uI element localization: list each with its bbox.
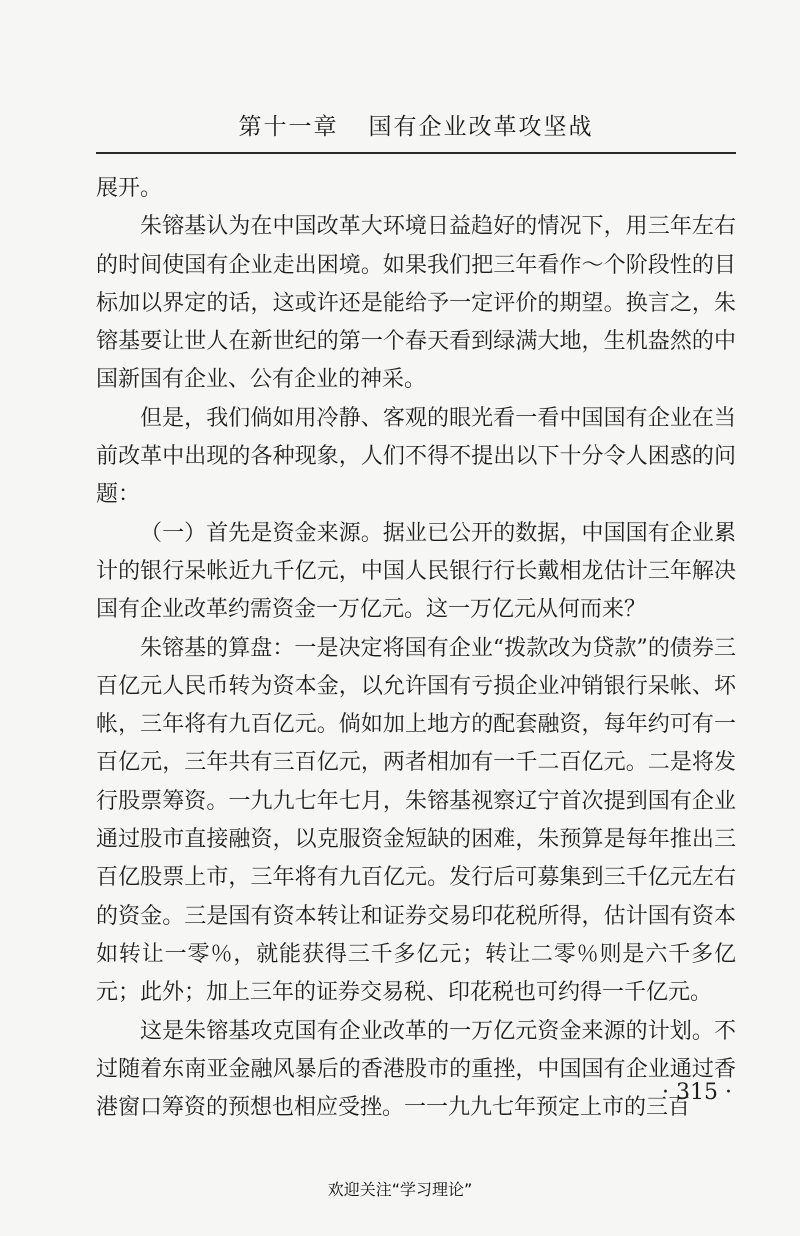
running-header (96, 108, 736, 141)
paragraph-4: （一）首先是资金来源。据业已公开的数据，中国国有企业累计的银行呆帐近九千亿元，中国人民银行行长戴相龙估计三年解决国有企业改革约需资金一万亿元。这一万亿元从何而来？ (96, 520, 736, 623)
paragraph-5: 朱镕基的算盘：一是决定将国有企业“拨款改为贷款”的债券三百亿元人民币转为资本金，以允许国有亏损企业冲销银行呆帐、坏帐，三年将有九百亿元。倘如加上地方的配套融资，每年约可有一百亿元，三年共有三百亿元，两者相加有一千二百亿元。二是将发行股票筹资。一九九七年七月，朱镕基视察辽宁首次提到国有企业通过股市直接融资，以克服资金短缺的困难，朱预算是每年推出三百亿股票上市，三年将有九百亿元。发行后可募集到三千亿元左右的资金。三是国有资本转让和证券交易印花税所得，估计国有资本如转让一零％，就能获得三千多亿元；转让二零％则是六千多亿元；此外；加上三年的证券交易税、印花税也可约得一千亿元。 (96, 635, 736, 1006)
body-text (96, 170, 736, 1127)
chapter-number: 第十一章 (238, 114, 339, 140)
chapter-title: 国有企业改革攻坚战 (368, 114, 594, 140)
paragraph-2: 朱镕基认为在中国改革大环境日益趋好的情况下，用三年左右的时间使国有企业走出困境。如果我们把三年看作～个阶段性的目标加以界定的话，这或许还是能给予一定评价的期望。换言之，朱镕基要让世人在新世纪的第一个春天看到绿满大地，生机盎然的中国新国有企业、公有企业的神采。 (96, 214, 736, 393)
header-rule (96, 152, 736, 154)
paragraph-1: 展开。 (96, 176, 163, 201)
page-number: · 315 · (662, 1080, 732, 1105)
footer-watermark-text: 欢迎关注“学习理论” (327, 1180, 473, 1199)
paragraph-3: 但是，我们倘如用冷静、客观的眼光看一看中国国有企业在当前改革中出现的各种现象，人们不得不提出以下十分令人困惑的问题： (96, 405, 736, 508)
paragraph-6: 这是朱镕基攻克国有企业改革的一万亿元资金来源的计划。不过随着东南亚金融风暴后的香港股市的重挫，中国国有企业通过香港窗口筹资的预想也相应受挫。一一九九七年预定上市的三百 (96, 1018, 736, 1121)
